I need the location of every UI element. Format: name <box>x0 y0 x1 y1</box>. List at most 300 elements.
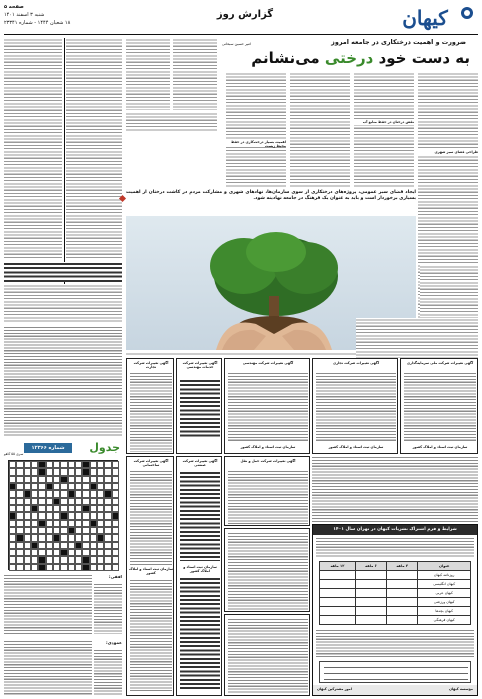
crossword-cell <box>90 483 97 490</box>
ad-footer-center-right: سازمان ثبت اسناد و املاک کشور <box>328 445 384 449</box>
crossword-cell <box>82 534 89 541</box>
crossword-cell <box>97 498 104 505</box>
center-left-text-2 <box>173 38 217 110</box>
crossword-cell <box>60 542 67 549</box>
crossword-cell <box>46 498 53 505</box>
crossword-cell <box>68 505 75 512</box>
crossword-cell <box>112 549 119 556</box>
crossword-cell <box>53 468 60 475</box>
crossword-cell <box>112 556 119 563</box>
subscription-box <box>312 524 478 696</box>
crossword-cell <box>31 468 38 475</box>
ad-column-1-title: آگهی تغییرات شرکت ساختمانی <box>133 459 169 468</box>
crossword-cell <box>97 490 104 497</box>
crossword-cell <box>112 534 119 541</box>
crossword-cell <box>24 549 31 556</box>
crossword-cell <box>90 476 97 483</box>
crossword-cell <box>46 549 53 556</box>
masthead-rule <box>4 34 478 35</box>
subscription-table-cell <box>320 616 356 625</box>
crossword-cell <box>46 520 53 527</box>
crossword-cell <box>104 534 111 541</box>
right-bottom-story <box>312 456 478 522</box>
crossword-cell <box>104 498 111 505</box>
crossword-number: شماره ۱۲۳۶۶ <box>24 443 72 453</box>
crossword-cell <box>16 498 23 505</box>
subscription-footer-right: مؤسسه کیهان <box>448 687 473 691</box>
newspaper-logo <box>390 4 476 32</box>
crossword-cell <box>112 505 119 512</box>
crossword-cell <box>24 520 31 527</box>
crossword-cell <box>90 468 97 475</box>
crossword-cell <box>38 512 45 519</box>
crossword-cell <box>112 564 119 571</box>
subscription-table-cell <box>320 598 356 607</box>
crossword-cell <box>9 498 16 505</box>
crossword-cell <box>9 549 16 556</box>
crossword-cell <box>75 483 82 490</box>
crossword-cell <box>97 527 104 534</box>
crossword-cell <box>16 476 23 483</box>
crossword-cell <box>60 564 67 571</box>
crossword-cell <box>38 468 45 475</box>
crossword-cell <box>46 512 53 519</box>
subscription-table-cell <box>355 571 386 580</box>
crossword-cell <box>90 461 97 468</box>
crossword-cell <box>97 549 104 556</box>
crossword-cell <box>46 534 53 541</box>
crossword-cell <box>31 549 38 556</box>
crossword-cell <box>16 483 23 490</box>
crossword-cell <box>112 461 119 468</box>
crossword-cell <box>9 564 16 571</box>
crossword-cell <box>104 505 111 512</box>
crossword-cell <box>16 534 23 541</box>
crossword-header <box>4 440 122 458</box>
crossword-cell <box>16 542 23 549</box>
crossword-cell <box>82 556 89 563</box>
crossword-cell <box>112 527 119 534</box>
crossword-cell <box>112 542 119 549</box>
clues-across <box>4 574 92 634</box>
ad-column-2 <box>176 456 222 696</box>
crossword-cell <box>53 564 60 571</box>
logo-text: کیهان <box>402 6 448 30</box>
crossword-cell <box>38 498 45 505</box>
subscription-table-cell <box>355 616 386 625</box>
subscription-table-row <box>320 598 471 607</box>
crossword-cell <box>53 534 60 541</box>
ad-box-left <box>126 358 174 454</box>
crossword-cell <box>68 549 75 556</box>
lead-column-2 <box>354 72 414 187</box>
ad-title-center-right: آگهی تغییرات شرکت تجاری <box>332 361 380 365</box>
crossword-cell <box>60 483 67 490</box>
crossword-cell <box>68 498 75 505</box>
lead-headline <box>222 47 470 69</box>
crossword-cell <box>38 483 45 490</box>
crossword-cell <box>9 490 16 497</box>
crossword-cell <box>31 483 38 490</box>
crossword-cell <box>90 527 97 534</box>
crossword-cell <box>75 476 82 483</box>
crossword-cell <box>68 483 75 490</box>
subscription-title: شرایط و فرم اشتراک نشریات کیهان در تهران سال ۱۴۰۱ <box>333 527 457 532</box>
subscription-table <box>319 561 471 625</box>
crossword-cell <box>75 512 82 519</box>
crossword-cell <box>104 483 111 490</box>
crossword-cell <box>90 490 97 497</box>
crossword-cell <box>104 490 111 497</box>
clues-down-2 <box>94 649 122 695</box>
crossword-cell <box>97 461 104 468</box>
crossword-cell <box>60 468 67 475</box>
subscription-title-bar <box>313 525 477 535</box>
crossword-cell <box>31 476 38 483</box>
crossword-cell <box>31 520 38 527</box>
crossword-cell <box>97 542 104 549</box>
crossword-cell <box>53 505 60 512</box>
ad-column-2-title: آگهی تغییرات شرکت صنعتی <box>182 459 218 468</box>
crossword-cell <box>31 564 38 571</box>
crossword-cell <box>68 520 75 527</box>
crossword-grid <box>8 460 118 570</box>
subscription-table-cell: کیهان انگلیسی <box>418 580 471 589</box>
subscription-table-cell <box>320 580 356 589</box>
crossword-cell <box>60 549 67 556</box>
crossword-cell <box>82 461 89 468</box>
crossword-cell <box>53 461 60 468</box>
crossword-cell <box>24 490 31 497</box>
crossword-cell <box>97 505 104 512</box>
ad-box-center-right <box>312 358 398 454</box>
crossword-cell <box>75 542 82 549</box>
crossword-cell <box>75 527 82 534</box>
headline-part-2: می‌نشانم <box>251 49 320 67</box>
crossword-cell <box>90 534 97 541</box>
crossword-cell <box>24 476 31 483</box>
ad-box-far-right <box>400 358 478 454</box>
date-hijri-issue: ۱۸ شعبان ۱۴۴۴ - شماره ۲۳۳۴۱ <box>4 20 71 26</box>
crossword-cell <box>46 556 53 563</box>
lead-intro: ایجاد فضای سبز عمومی، پروژه‌های درختکاری از سوی سازمان‌ها، نهادهای شهری و مشارکت مردم در کاشت درختان از اهمیت بسیاری برخوردار است و باید به عنوان یک فرهنگ در جامعه نهادینه شود. <box>126 190 416 201</box>
crossword-cell <box>60 534 67 541</box>
crossword-cell <box>9 483 16 490</box>
crossword-cell <box>9 520 16 527</box>
crossword-subtitle: سری ۵۵ کاهو <box>4 452 24 456</box>
subscription-table-row <box>320 571 471 580</box>
crossword-cell <box>75 461 82 468</box>
subscription-table-cell <box>355 580 386 589</box>
crossword-cell <box>24 527 31 534</box>
crossword-cell <box>53 498 60 505</box>
crossword-cell <box>16 505 23 512</box>
subscription-table-cell: کیهان ورزشی <box>418 598 471 607</box>
subscription-notes <box>316 629 474 659</box>
page-number: صفحه ۵ <box>4 4 24 10</box>
lead-byline: امیر حسین سبحانی <box>222 42 252 46</box>
crossword-cell <box>82 505 89 512</box>
crossword-cell <box>53 490 60 497</box>
crossword-cell <box>60 461 67 468</box>
crossword-cell <box>46 483 53 490</box>
subscription-form <box>319 661 471 683</box>
center-left-text-3 <box>126 112 217 132</box>
crossword-cell <box>46 505 53 512</box>
ad-title-center-mid: آگهی تغییرات شرکت مهندسی <box>242 361 294 365</box>
left-column-text-1 <box>4 38 62 258</box>
crossword-cell <box>75 564 82 571</box>
crossword-cell <box>53 512 60 519</box>
subhead-right: طراحی فضای سبز شهری <box>418 150 478 155</box>
crossword-cell <box>97 468 104 475</box>
crossword-cell <box>68 468 75 475</box>
subscription-table-row <box>320 607 471 616</box>
left-column-text-3 <box>4 326 122 436</box>
crossword-cell <box>53 476 60 483</box>
crossword-cell <box>31 461 38 468</box>
center-left-text-1 <box>126 38 170 110</box>
crossword-cell <box>60 476 67 483</box>
ad-title-left: آگهی تغییرات شرکت تجارت <box>133 361 169 370</box>
crossword-cell <box>16 490 23 497</box>
crossword-cell <box>38 520 45 527</box>
crossword-cell <box>97 512 104 519</box>
subscription-table-cell: عنوان <box>418 562 471 571</box>
crossword-cell <box>9 505 16 512</box>
subscription-table-row <box>320 616 471 625</box>
crossword-cell <box>97 564 104 571</box>
crossword-cell <box>60 527 67 534</box>
clues-across-2 <box>94 583 122 634</box>
crossword-cell <box>90 549 97 556</box>
crossword-cell <box>90 512 97 519</box>
crossword-cell <box>104 468 111 475</box>
crossword-cell <box>16 461 23 468</box>
ad-column-3-title: آگهی تغییرات شرکت حمل و نقل <box>240 459 296 463</box>
subscription-table-cell <box>320 589 356 598</box>
crossword-cell <box>82 483 89 490</box>
crossword-cell <box>24 498 31 505</box>
subscription-table-cell <box>387 589 418 598</box>
subscription-table-cell <box>320 607 356 616</box>
crossword-cell <box>24 564 31 571</box>
ad-footer-center-mid: سازمان ثبت اسناد و املاک کشور <box>240 445 296 449</box>
crossword-cell <box>38 490 45 497</box>
crossword-cell <box>75 549 82 556</box>
crossword-cell <box>46 564 53 571</box>
ad-box-center-left <box>176 358 222 454</box>
crossword-cell <box>68 527 75 534</box>
crossword-cell <box>90 498 97 505</box>
subscription-footer-left: امور مشترکین کیهان <box>317 687 352 691</box>
crossword-cell <box>68 556 75 563</box>
subscription-footer <box>313 685 477 695</box>
crossword-cell <box>53 527 60 534</box>
lead-column-3 <box>290 72 350 187</box>
crossword-cell <box>9 542 16 549</box>
crossword-cell <box>75 556 82 563</box>
crossword-cell <box>31 556 38 563</box>
crossword-cell <box>68 512 75 519</box>
crossword-cell <box>82 498 89 505</box>
crossword-cell <box>112 476 119 483</box>
crossword-cell <box>75 490 82 497</box>
left-column-divider <box>64 38 65 288</box>
crossword-cell <box>60 505 67 512</box>
crossword-cell <box>9 512 16 519</box>
right-story-text <box>356 318 478 358</box>
crossword-cell <box>24 461 31 468</box>
crossword-cell <box>60 498 67 505</box>
crossword-cell <box>31 527 38 534</box>
crossword-cell <box>46 468 53 475</box>
crossword-cell <box>16 512 23 519</box>
crossword-cell <box>104 549 111 556</box>
crossword-cell <box>68 534 75 541</box>
crossword-cell <box>53 549 60 556</box>
crossword-cell <box>112 520 119 527</box>
subscription-table-row <box>320 589 471 598</box>
crossword-cell <box>82 512 89 519</box>
crossword-cell <box>16 556 23 563</box>
ad-box-center-mid <box>224 358 310 454</box>
subscription-table-cell <box>387 598 418 607</box>
crossword-cell <box>16 564 23 571</box>
crossword-cell <box>90 556 97 563</box>
crossword-cell <box>38 527 45 534</box>
crossword-cell <box>97 476 104 483</box>
subscription-table-cell <box>355 607 386 616</box>
subscription-table-cell <box>387 580 418 589</box>
crossword-cell <box>31 512 38 519</box>
crossword-cell <box>60 490 67 497</box>
ad-title-center-left: آگهی تغییرات شرکت خدمات مهندسی <box>182 361 218 370</box>
crossword-cell <box>16 520 23 527</box>
lead-column-4 <box>226 72 286 187</box>
crossword-cell <box>9 468 16 475</box>
crossword-cell <box>97 534 104 541</box>
crossword-cell <box>38 556 45 563</box>
crossword-cell <box>97 483 104 490</box>
crossword-cell <box>104 564 111 571</box>
crossword-cell <box>9 527 16 534</box>
date-persian: شنبه ۳ اسفند ۱۴۰۱ <box>4 12 45 18</box>
subscription-table-cell: کیهان عربی <box>418 589 471 598</box>
crossword-cell <box>75 468 82 475</box>
crossword-cell <box>9 556 16 563</box>
ad-column-3 <box>224 456 310 526</box>
ad-footer-far-right: سازمان ثبت اسناد و املاک کشور <box>412 445 468 449</box>
crossword-cell <box>68 461 75 468</box>
crossword-cell <box>82 527 89 534</box>
crossword-cell <box>9 461 16 468</box>
crossword-cell <box>90 542 97 549</box>
section-title: گزارش روز <box>216 9 274 20</box>
crossword-cell <box>90 505 97 512</box>
crossword-cell <box>46 542 53 549</box>
crossword-cell <box>68 476 75 483</box>
crossword-cell <box>60 512 67 519</box>
masthead <box>0 0 482 36</box>
subscription-table-cell: روزنامه کیهان <box>418 571 471 580</box>
crossword-cell <box>104 512 111 519</box>
crossword-cell <box>38 461 45 468</box>
ad-title-far-right: آگهی تغییرات شرکت ملی سرمایه‌گذاری <box>406 361 474 365</box>
crossword-cell <box>24 542 31 549</box>
subhead-mid: نقش درختان در حفظ منابع آب <box>354 120 414 125</box>
crossword-cell <box>53 556 60 563</box>
crossword-cell <box>112 490 119 497</box>
crossword-cell <box>38 534 45 541</box>
crossword-cell <box>9 476 16 483</box>
crossword-cell <box>104 527 111 534</box>
crossword-cell <box>75 520 82 527</box>
crossword-cell <box>68 542 75 549</box>
crossword-cell <box>75 534 82 541</box>
crossword-cell <box>24 468 31 475</box>
crossword-cell <box>31 498 38 505</box>
crossword-cell <box>46 461 53 468</box>
crossword-cell <box>112 498 119 505</box>
crossword-cell <box>68 564 75 571</box>
crossword-cell <box>112 483 119 490</box>
ad-column-2-footer: سازمان ثبت اسناد و املاک کشور <box>183 565 217 574</box>
crossword-cell <box>31 534 38 541</box>
subscription-table-cell <box>355 589 386 598</box>
subscription-table-header <box>320 562 471 571</box>
crossword-cell <box>24 534 31 541</box>
crossword-cell <box>46 490 53 497</box>
crossword-cell <box>38 542 45 549</box>
subscription-table-cell <box>387 571 418 580</box>
lead-kicker: ضرورت و اهمیت درختکاری در جامعه امروز <box>331 38 466 46</box>
subscription-table-cell: کیهان بچه‌ها <box>418 607 471 616</box>
subscription-table-cell <box>387 607 418 616</box>
crossword-cell <box>16 527 23 534</box>
crossword-cell <box>24 556 31 563</box>
crossword-cell <box>97 520 104 527</box>
crossword-cell <box>53 483 60 490</box>
subscription-table-cell: ۳ ماهه <box>387 562 418 571</box>
headline-part-1: به دست خود <box>378 49 470 67</box>
crossword-cell <box>60 556 67 563</box>
crossword-cell <box>104 542 111 549</box>
crossword-cell <box>104 476 111 483</box>
crossword-cell <box>68 490 75 497</box>
ad-column-4 <box>224 528 310 612</box>
subscription-intro <box>316 537 474 557</box>
crossword-cell <box>38 505 45 512</box>
crossword-cell <box>104 461 111 468</box>
crossword-cell <box>82 490 89 497</box>
crossword-cell <box>46 527 53 534</box>
crossword-cell <box>82 542 89 549</box>
subscription-table-cell: ۱۲ ماهه <box>320 562 356 571</box>
crossword-cell <box>75 505 82 512</box>
crossword-cell <box>24 505 31 512</box>
crossword-cell <box>112 468 119 475</box>
ad-column-1 <box>126 456 174 696</box>
subscription-table-cell: ۶ ماهه <box>355 562 386 571</box>
subscription-table-cell: کیهان فرهنگی <box>418 616 471 625</box>
crossword-cell <box>104 556 111 563</box>
crossword-cell <box>38 549 45 556</box>
crossword-cell <box>38 476 45 483</box>
crossword-cell <box>9 534 16 541</box>
crossword-cell <box>31 505 38 512</box>
crossword-cell <box>53 520 60 527</box>
